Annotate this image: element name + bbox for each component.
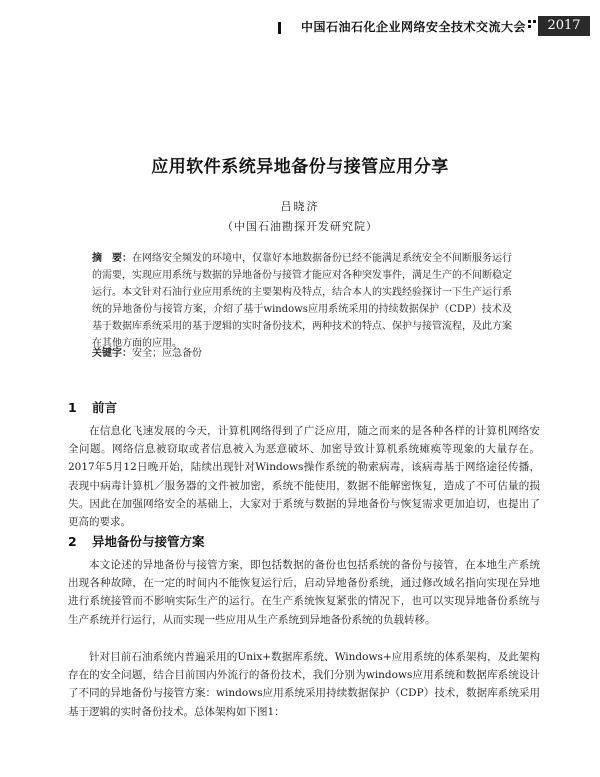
section-number: 2: [68, 534, 77, 549]
article-title: 应用软件系统异地备份与接管应用分享: [151, 157, 449, 177]
section-heading-1: [68, 398, 117, 416]
keywords-text: 安全；应急备份: [132, 348, 202, 359]
paragraph: 本文论述的异地备份与接管方案，即包括数据的备份也包括系统的备份与接管，在本地生产系统出现各种故障，在一定的时间内不能恢复运行后，启动异地备份系统，通过修改域名指向实现在异地进行系统接管而不影响实际生产的运行。在生产系统恢复紧张的情况下，也可以实现异地备份系统与生产系统并行运行，从而实现一些应用从生产系统到异地备份系统的负载转移。: [68, 559, 540, 626]
running-header: [0, 14, 600, 40]
header-bar-mark: [278, 22, 281, 34]
abstract: [92, 250, 512, 352]
section-number: 1: [68, 400, 77, 415]
journal-title: 中国石油石化企业网络安全技术交流大会: [300, 20, 526, 34]
keywords-label: 关键字：: [92, 348, 132, 359]
section-heading-2: [68, 532, 205, 550]
abstract-label: 摘 要：: [92, 253, 132, 264]
paragraph: 在信息化飞速发展的今天，计算机网络得到了广泛应用，随之而来的是各种各样的计算机网络安全问题。网络信息被窃取或者信息被入为恶意破坏、加密导致计算机系统瘫痪等现象的大量存在。2017年5月12日晚开始，陆续出现针对Windows操作系统的勒索病毒，该病毒基于网络途径传播，表现中病毒计算机／服务器的文件被加密，系统不能使用，数据不能解密恢复，造成了不可估量的损失。因此在加强网络安全的基础上，大家对于系统与数据的异地备份与恢复需求更加迫切，也提出了更高的要求。: [68, 425, 540, 529]
section-title: 前言: [92, 400, 118, 415]
paragraph: 针对目前石油系统内普遍采用的Unix+数据库系统、Windows+应用系统的体系架构，及此架构存在的安全问题，结合目前国内外流行的备份技术，我们分别为windows应用系统和数据库系统设计了不同的异地备份与接管方案：windows应用系统采用持续数据保护（CDP）技术，数据库系统采用基于逻辑的实时备份技术。总体架构如下图1：: [68, 651, 540, 718]
header-year-badge: 2017: [538, 16, 590, 36]
abstract-text: 在网络安全频发的环境中，仅靠好本地数据备份已经不能满足系统安全不间断服务运行的需要，实现应用系统与数据的异地备份与接管才能应对各种突发事件，满足生产的不间断稳定运行。本文针对石油行业应用系统的主要架构及特点，结合本人的实践经验探讨一下生产运行系统的异地备份与接管方案，介绍了基于windows应用系统采用的持续数据保护（CDP）技术及基于数据库系统采用的基于逻辑的实时备份技术，两种技术的特点、保护与接管流程，及此方案在其他方面的应用。: [92, 253, 512, 349]
article-affiliation: （中国石油勘探开发研究院）: [222, 220, 378, 233]
keywords: [92, 346, 512, 362]
header-square-icon: [528, 20, 536, 28]
section-title: 异地备份与接管方案: [92, 534, 205, 549]
article-author: 吕晓济: [280, 200, 320, 213]
